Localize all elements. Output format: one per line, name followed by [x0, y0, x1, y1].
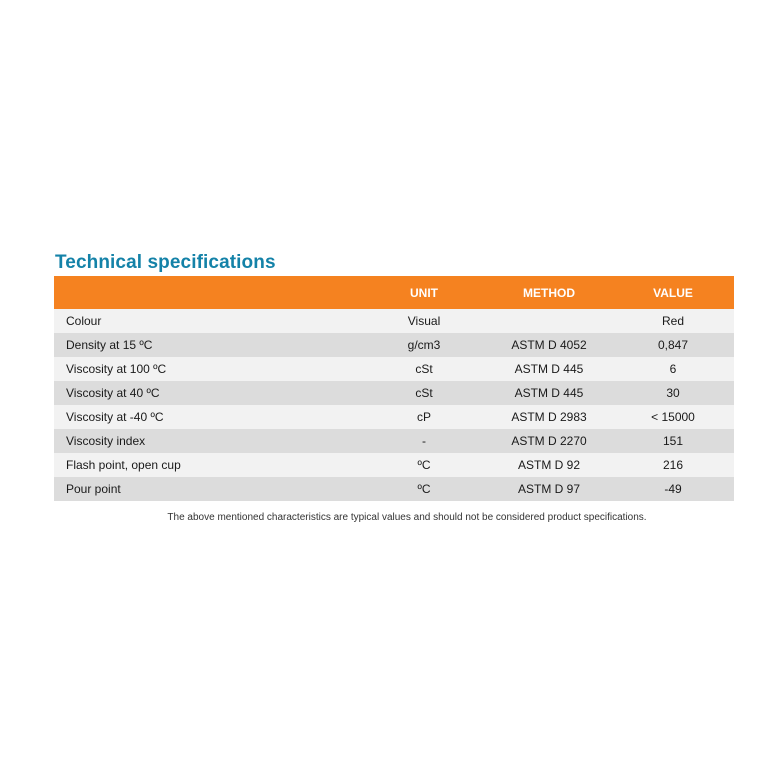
cell-method — [486, 309, 612, 333]
table-row — [54, 333, 734, 357]
cell-method: ASTM D 97 — [486, 477, 612, 501]
cell-unit: g/cm3 — [362, 333, 486, 357]
table-row — [54, 381, 734, 405]
cell-unit: ºC — [362, 453, 486, 477]
cell-value: 6 — [612, 357, 734, 381]
cell-method: ASTM D 92 — [486, 453, 612, 477]
section-title: Technical specifications — [55, 252, 276, 273]
cell-value: 151 — [612, 429, 734, 453]
table-row — [54, 477, 734, 501]
disclaimer-note: The above mentioned characteristics are typical values and should not be considered product specifications. — [167, 512, 647, 523]
header-value: VALUE — [612, 276, 734, 309]
table-header-row — [54, 276, 734, 309]
cell-method: ASTM D 2270 — [486, 429, 612, 453]
cell-property: Viscosity at -40 ºC — [54, 405, 362, 429]
cell-value: 30 — [612, 381, 734, 405]
table-row — [54, 309, 734, 333]
cell-property: Flash point, open cup — [54, 453, 362, 477]
cell-property: Viscosity at 40 ºC — [54, 381, 362, 405]
cell-property: Viscosity at 100 ºC — [54, 357, 362, 381]
cell-method: ASTM D 2983 — [486, 405, 612, 429]
header-method: METHOD — [486, 276, 612, 309]
cell-method: ASTM D 4052 — [486, 333, 612, 357]
table-row — [54, 453, 734, 477]
cell-property: Density at 15 ºC — [54, 333, 362, 357]
spec-table — [54, 276, 734, 501]
table-row — [54, 429, 734, 453]
header-property — [54, 276, 362, 309]
cell-property: Colour — [54, 309, 362, 333]
cell-unit: cSt — [362, 357, 486, 381]
cell-unit: cSt — [362, 381, 486, 405]
cell-unit: cP — [362, 405, 486, 429]
table-row — [54, 405, 734, 429]
cell-method: ASTM D 445 — [486, 357, 612, 381]
cell-unit: - — [362, 429, 486, 453]
cell-unit: Visual — [362, 309, 486, 333]
cell-value: 0,847 — [612, 333, 734, 357]
cell-property: Viscosity index — [54, 429, 362, 453]
cell-method: ASTM D 445 — [486, 381, 612, 405]
cell-value: < 15000 — [612, 405, 734, 429]
cell-value: 216 — [612, 453, 734, 477]
cell-property: Pour point — [54, 477, 362, 501]
table-row — [54, 357, 734, 381]
cell-value: Red — [612, 309, 734, 333]
cell-value: -49 — [612, 477, 734, 501]
header-unit: UNIT — [362, 276, 486, 309]
cell-unit: ºC — [362, 477, 486, 501]
